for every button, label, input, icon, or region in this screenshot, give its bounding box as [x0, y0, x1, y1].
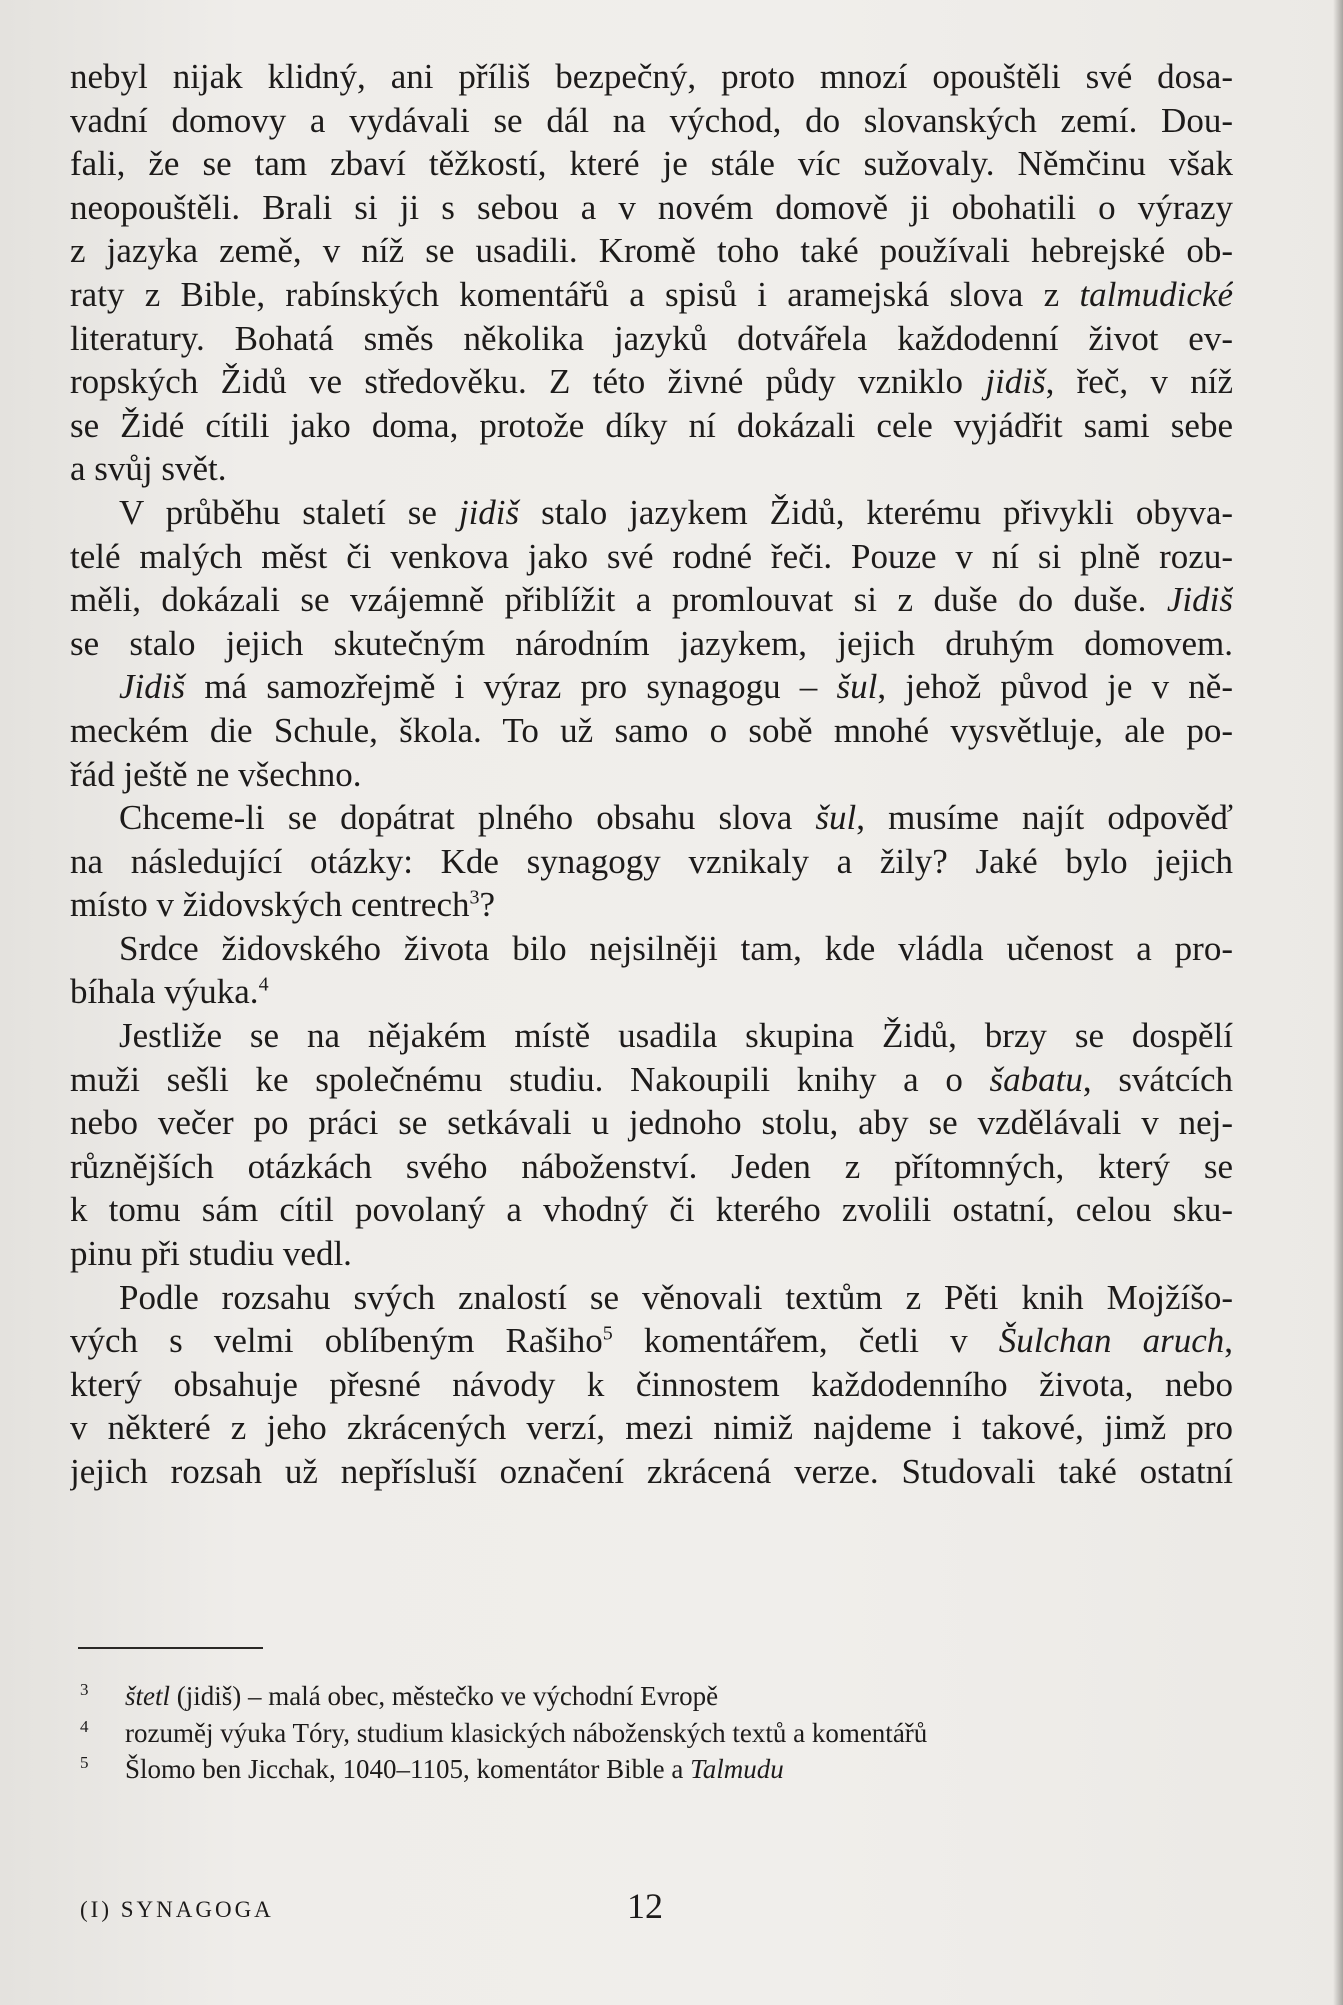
italic-term: Šulchan aruch — [998, 1321, 1225, 1361]
italic-term: Talmudu — [690, 1754, 784, 1784]
text-line: v některé z jeho zkrácených verzí, mezi nimiž najdeme i takové, jimž pro — [70, 1408, 1233, 1448]
running-head: (I) SYNAGOGA — [80, 1897, 274, 1922]
text-line: jejich rozsah už nepřísluší označení zkrácená verze. Studovali také ostatní — [70, 1452, 1233, 1491]
text-run: raty z Bible, rabínských komentářů a spisů i aramejská slova z — [70, 274, 1080, 314]
body-text — [70, 55, 1233, 1494]
text-line: fali, že se tam zbaví těžkostí, které je stále víc sužovaly. Němčinu však — [70, 144, 1233, 184]
italic-term: štetl — [125, 1681, 170, 1711]
text-run: místo v židovských centrech — [70, 885, 470, 925]
italic-term: Jidiš — [119, 667, 186, 707]
paragraph-first-line — [70, 796, 1233, 840]
text-run: stalo jazykem Židů, kterému přivykli obyva- — [519, 492, 1233, 532]
footnote — [80, 1745, 1180, 1782]
text-run: V průběhu staletí se — [119, 492, 459, 532]
italic-term: jidiš — [985, 362, 1046, 402]
footnote-separator — [78, 1647, 263, 1649]
text-run: bíhala výuka. — [70, 972, 259, 1012]
text-run: , musíme najít odpověď — [856, 798, 1233, 838]
text-run: vých s velmi oblíbeným Rašiho — [70, 1321, 603, 1361]
text-line — [70, 360, 1233, 404]
text-run: měli, dokázali se vzájemně přiblížit a promlouvat si z duše do duše. — [70, 580, 1167, 620]
text-run: Chceme-li se dopátrat plného obsahu slova — [119, 798, 816, 838]
text-line: literatury. Bohatá směs několika jazyků dotvářela každodenní život ev- — [70, 318, 1233, 358]
text-line — [70, 1319, 1233, 1363]
text-line: pinu při studiu vedl. — [70, 1234, 352, 1274]
text-line: různějších otázkách svého náboženství. Jeden z přítomných, který se — [70, 1146, 1233, 1186]
footnote-ref: 3 — [469, 886, 480, 909]
footnote-text: (jidiš) – malá obec, městečko ve východní Evropě — [170, 1681, 719, 1711]
text-line: z jazyka země, v níž se usadili. Kromě toho také používali hebrejské ob- — [70, 231, 1233, 271]
text-run: má samozřejmě i výraz pro synagogu – — [185, 667, 837, 707]
text-run: , — [1224, 1321, 1233, 1361]
text-line — [70, 273, 1233, 317]
text-run: muži sešli ke společnému studiu. Nakoupili knihy a o — [70, 1059, 990, 1099]
text-line: který obsahuje přesné návody k činnostem každodenního života, nebo — [70, 1364, 1233, 1404]
text-run: , jehož původ je v ně- — [877, 667, 1233, 707]
text-run: , řeč, v níž — [1045, 362, 1233, 402]
text-run: , svátcích — [1082, 1059, 1233, 1099]
paragraph-first-line — [70, 491, 1233, 535]
text-line: nebyl nijak klidný, ani příliš bezpečný, proto mnozí opouštěli své dosa- — [70, 57, 1233, 96]
text-line: telé malých měst či venkova jako své rodné řeči. Pouze v ní si plně rozu- — [70, 536, 1233, 576]
paragraph-first-line: Jestliže se na nějakém místě usadila skupina Židů, brzy se dospělí — [119, 1016, 1233, 1056]
footnote-number: 5 — [80, 1753, 89, 1772]
text-line: neopouštěli. Brali si ji s sebou a v novém domově ji obohatili o výrazy — [70, 187, 1233, 227]
page-number: 12 — [627, 1886, 663, 1926]
text-line: řád ještě ne všechno. — [70, 754, 362, 794]
italic-term: šabatu — [989, 1059, 1083, 1099]
text-line — [70, 970, 1233, 1014]
paragraph-first-line: Podle rozsahu svých znalostí se věnovali textům z Pěti knih Mojžíšo- — [119, 1277, 1233, 1317]
italic-term: talmudické — [1079, 274, 1233, 314]
paragraph-first-line — [70, 665, 1233, 709]
text-line: nebo večer po práci se setkávali u jednoho stolu, aby se vzdělávali v nej- — [70, 1103, 1233, 1143]
footnote-number: 3 — [80, 1680, 89, 1699]
italic-term: jidiš — [458, 492, 520, 532]
text-line — [70, 883, 1233, 927]
text-line: se stalo jejich skutečným národním jazykem, jejich druhým domovem. — [70, 623, 1233, 663]
footnote-text: rozuměj výuka Tóry, studium klasických náboženských textů a komentářů — [125, 1717, 928, 1748]
footnote-ref: 5 — [602, 1322, 613, 1345]
text-line — [70, 578, 1233, 622]
paragraph-first-line: Srdce židovského života bilo nejsilněji tam, kde vládla učenost a pro- — [119, 928, 1233, 968]
footnote-number: 4 — [80, 1716, 89, 1736]
text-line: vadní domovy a vydávali se dál na východ, do slovanských zemí. Dou- — [70, 100, 1233, 140]
text-line: na následující otázky: Kde synagogy vznikaly a žily? Jaké bylo jejich — [70, 841, 1233, 881]
text-run: ropských Židů ve středověku. Z této živné půdy vzniklo — [70, 362, 986, 402]
text-line: se Židé cítili jako doma, protože díky ní dokázali cele vyjádřit sami sebe — [70, 405, 1233, 445]
text-line: k tomu sám cítil povolaný a vhodný či kterého zvolili ostatní, celou sku- — [70, 1190, 1233, 1230]
italic-term: Jidiš — [1166, 580, 1233, 620]
footnote — [80, 1672, 1180, 1709]
text-run: ? — [479, 885, 496, 925]
footnote — [80, 1709, 1180, 1746]
footnotes — [80, 1672, 1180, 1782]
footnote-text: Šlomo ben Jicchak, 1040–1105, komentátor Bible a — [125, 1754, 691, 1784]
footnote-ref: 4 — [258, 973, 269, 996]
text-line: a svůj svět. — [70, 449, 227, 489]
italic-term: šul — [836, 667, 878, 707]
text-run: komentářem, četli v — [612, 1321, 999, 1361]
text-line: meckém die Schule, škola. To už samo o sobě mnohé vysvětluje, ale po- — [70, 710, 1233, 750]
text-line — [70, 1058, 1233, 1102]
italic-term: šul — [815, 798, 857, 838]
